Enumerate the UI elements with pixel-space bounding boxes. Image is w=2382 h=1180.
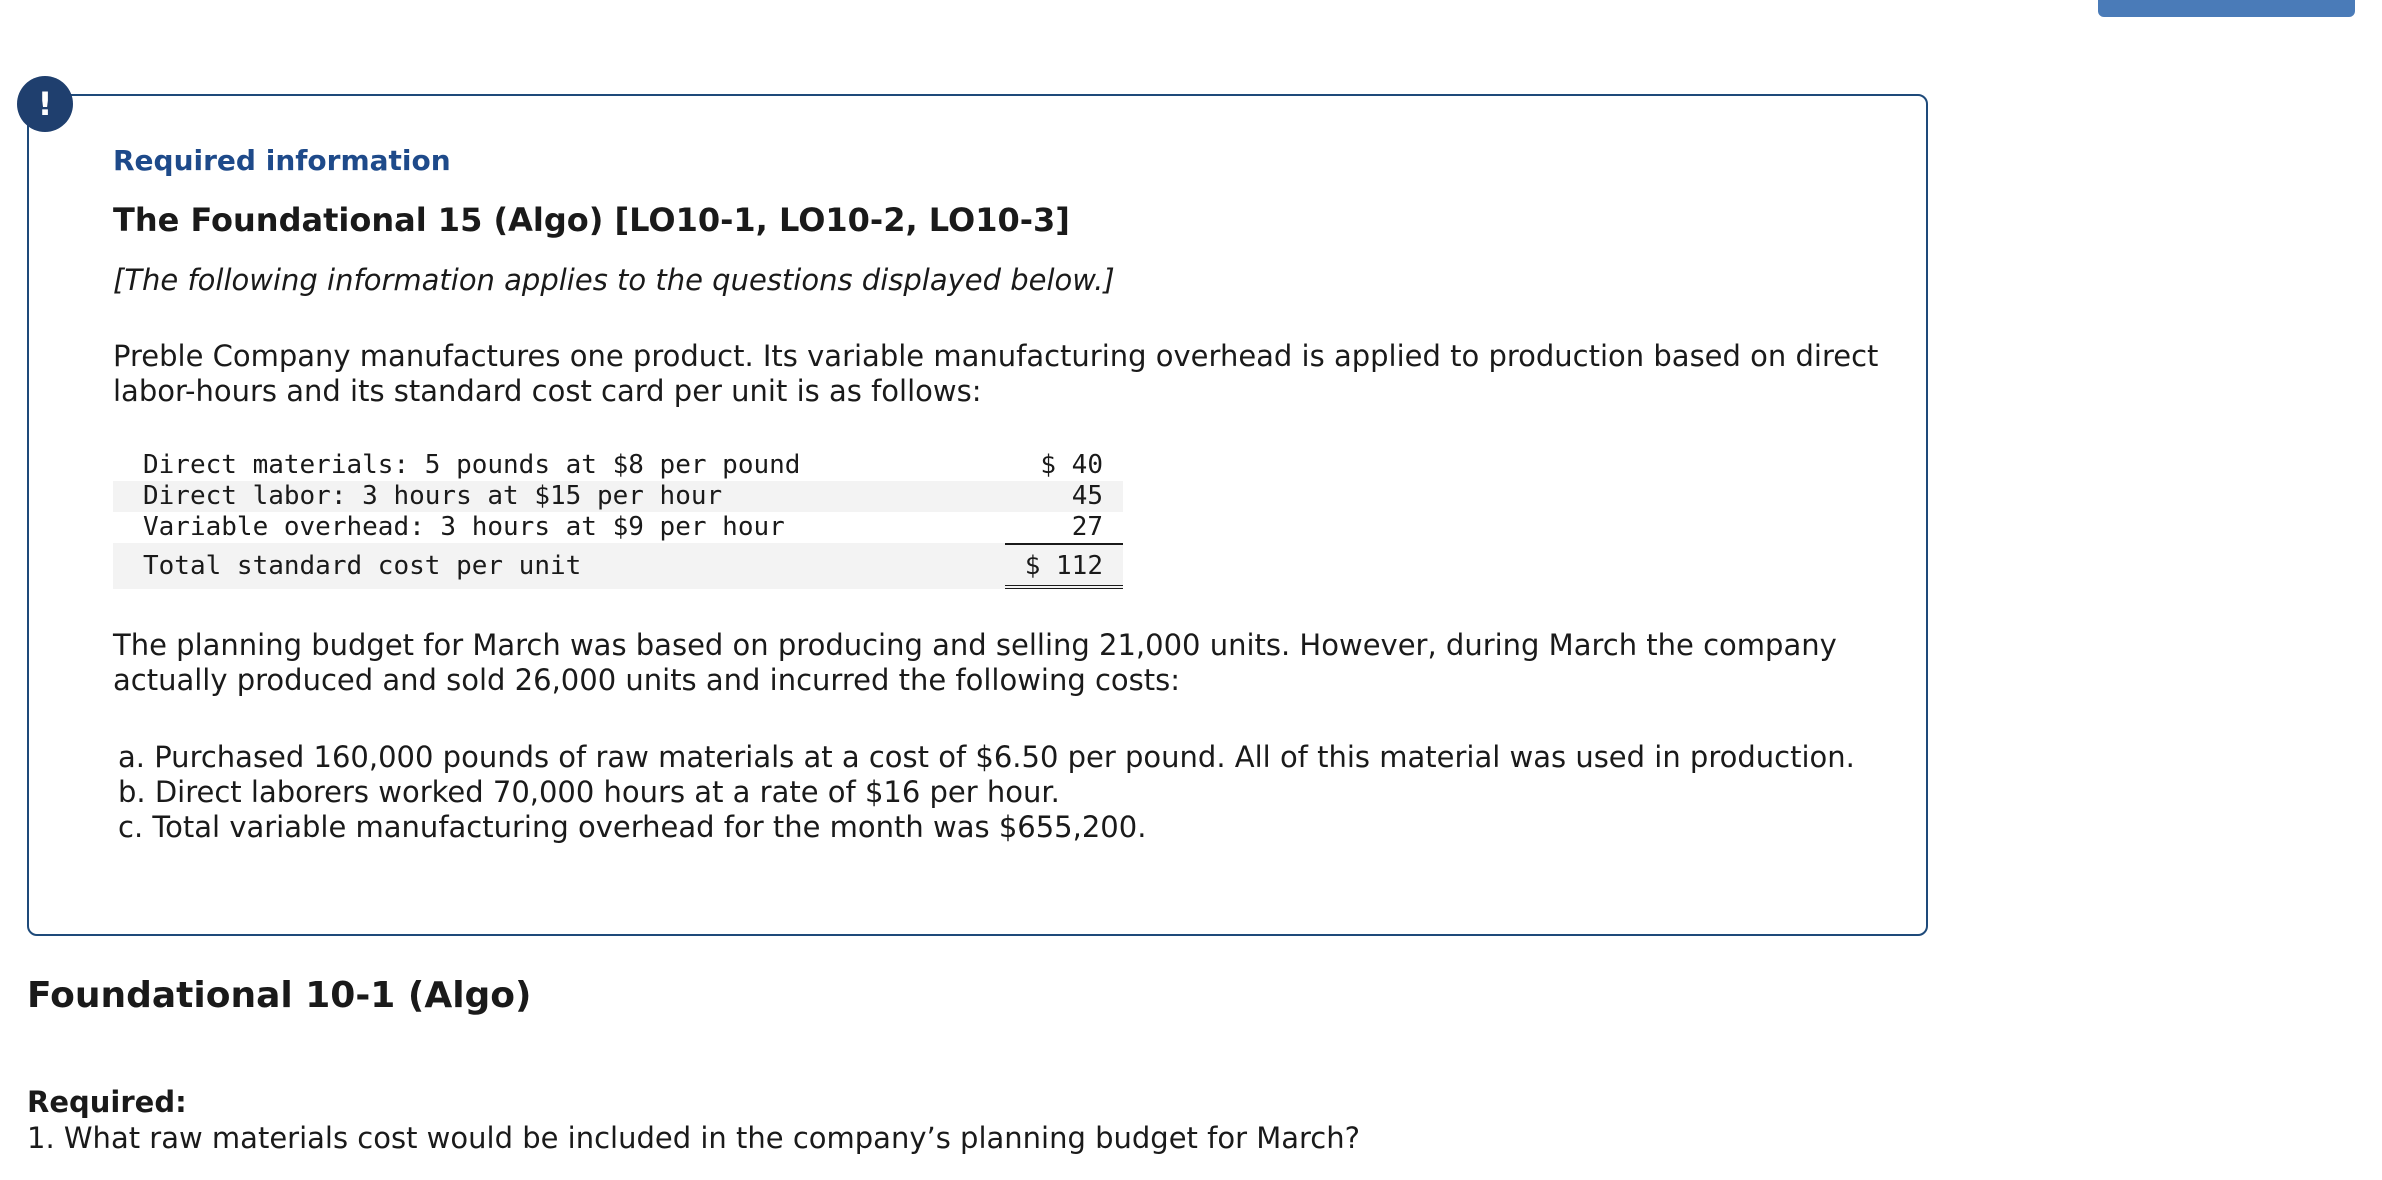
cost-row-direct-materials bbox=[113, 450, 1123, 481]
standard-cost-card-table bbox=[113, 450, 1123, 589]
total-double-rule bbox=[1005, 585, 1123, 589]
list-item: c. Total variable manufacturing overhead for the month was $655,200. bbox=[118, 810, 1147, 844]
question-section-title: Foundational 10-1 (Algo) bbox=[27, 975, 532, 1016]
cost-row-label: Direct labor: 3 hours at $15 per hour bbox=[143, 481, 723, 511]
cost-row-label: Direct materials: 5 pounds at $8 per pound bbox=[143, 450, 801, 480]
cost-row-label: Variable overhead: 3 hours at $9 per hour bbox=[143, 512, 785, 542]
planning-paragraph: The planning budget for March was based on producing and selling 21,000 units. However, during March the company actually produced and sold 26,000 units and incurred the following costs: bbox=[113, 628, 1837, 697]
question-text: 1. What raw materials cost would be included in the company’s planning budget for March? bbox=[27, 1121, 1361, 1155]
total-top-rule bbox=[1005, 543, 1123, 545]
exclamation-icon: ! bbox=[17, 76, 73, 132]
cost-row-amount: 27 bbox=[1071, 512, 1103, 542]
total-amount: $ 112 bbox=[1024, 551, 1103, 581]
cost-row-total bbox=[113, 543, 1123, 589]
cost-row-direct-labor bbox=[113, 481, 1123, 512]
cost-row-variable-overhead bbox=[113, 512, 1123, 543]
required-label: Required: bbox=[27, 1085, 187, 1119]
list-item: a. Purchased 160,000 pounds of raw materials at a cost of $6.50 per pound. All of this material was used in production. bbox=[118, 740, 1855, 774]
intro-paragraph: Preble Company manufactures one product. Its variable manufacturing overhead is applied to production based on direct labor-hours and its standard cost card per unit is as follows: bbox=[113, 339, 1879, 408]
required-information-heading: Required information bbox=[113, 144, 451, 177]
list-item: b. Direct laborers worked 70,000 hours at a rate of $16 per hour. bbox=[118, 775, 1060, 809]
total-label: Total standard cost per unit bbox=[143, 551, 582, 581]
cost-row-amount: $ 40 bbox=[1040, 450, 1103, 480]
cost-row-amount: 45 bbox=[1071, 481, 1103, 511]
top-action-button[interactable] bbox=[2098, 0, 2355, 17]
foundational-title: The Foundational 15 (Algo) [LO10-1, LO10-2, LO10-3] bbox=[113, 201, 1070, 239]
actual-costs-list bbox=[118, 740, 1855, 845]
applies-note: [The following information applies to the questions displayed below.] bbox=[113, 263, 1115, 297]
